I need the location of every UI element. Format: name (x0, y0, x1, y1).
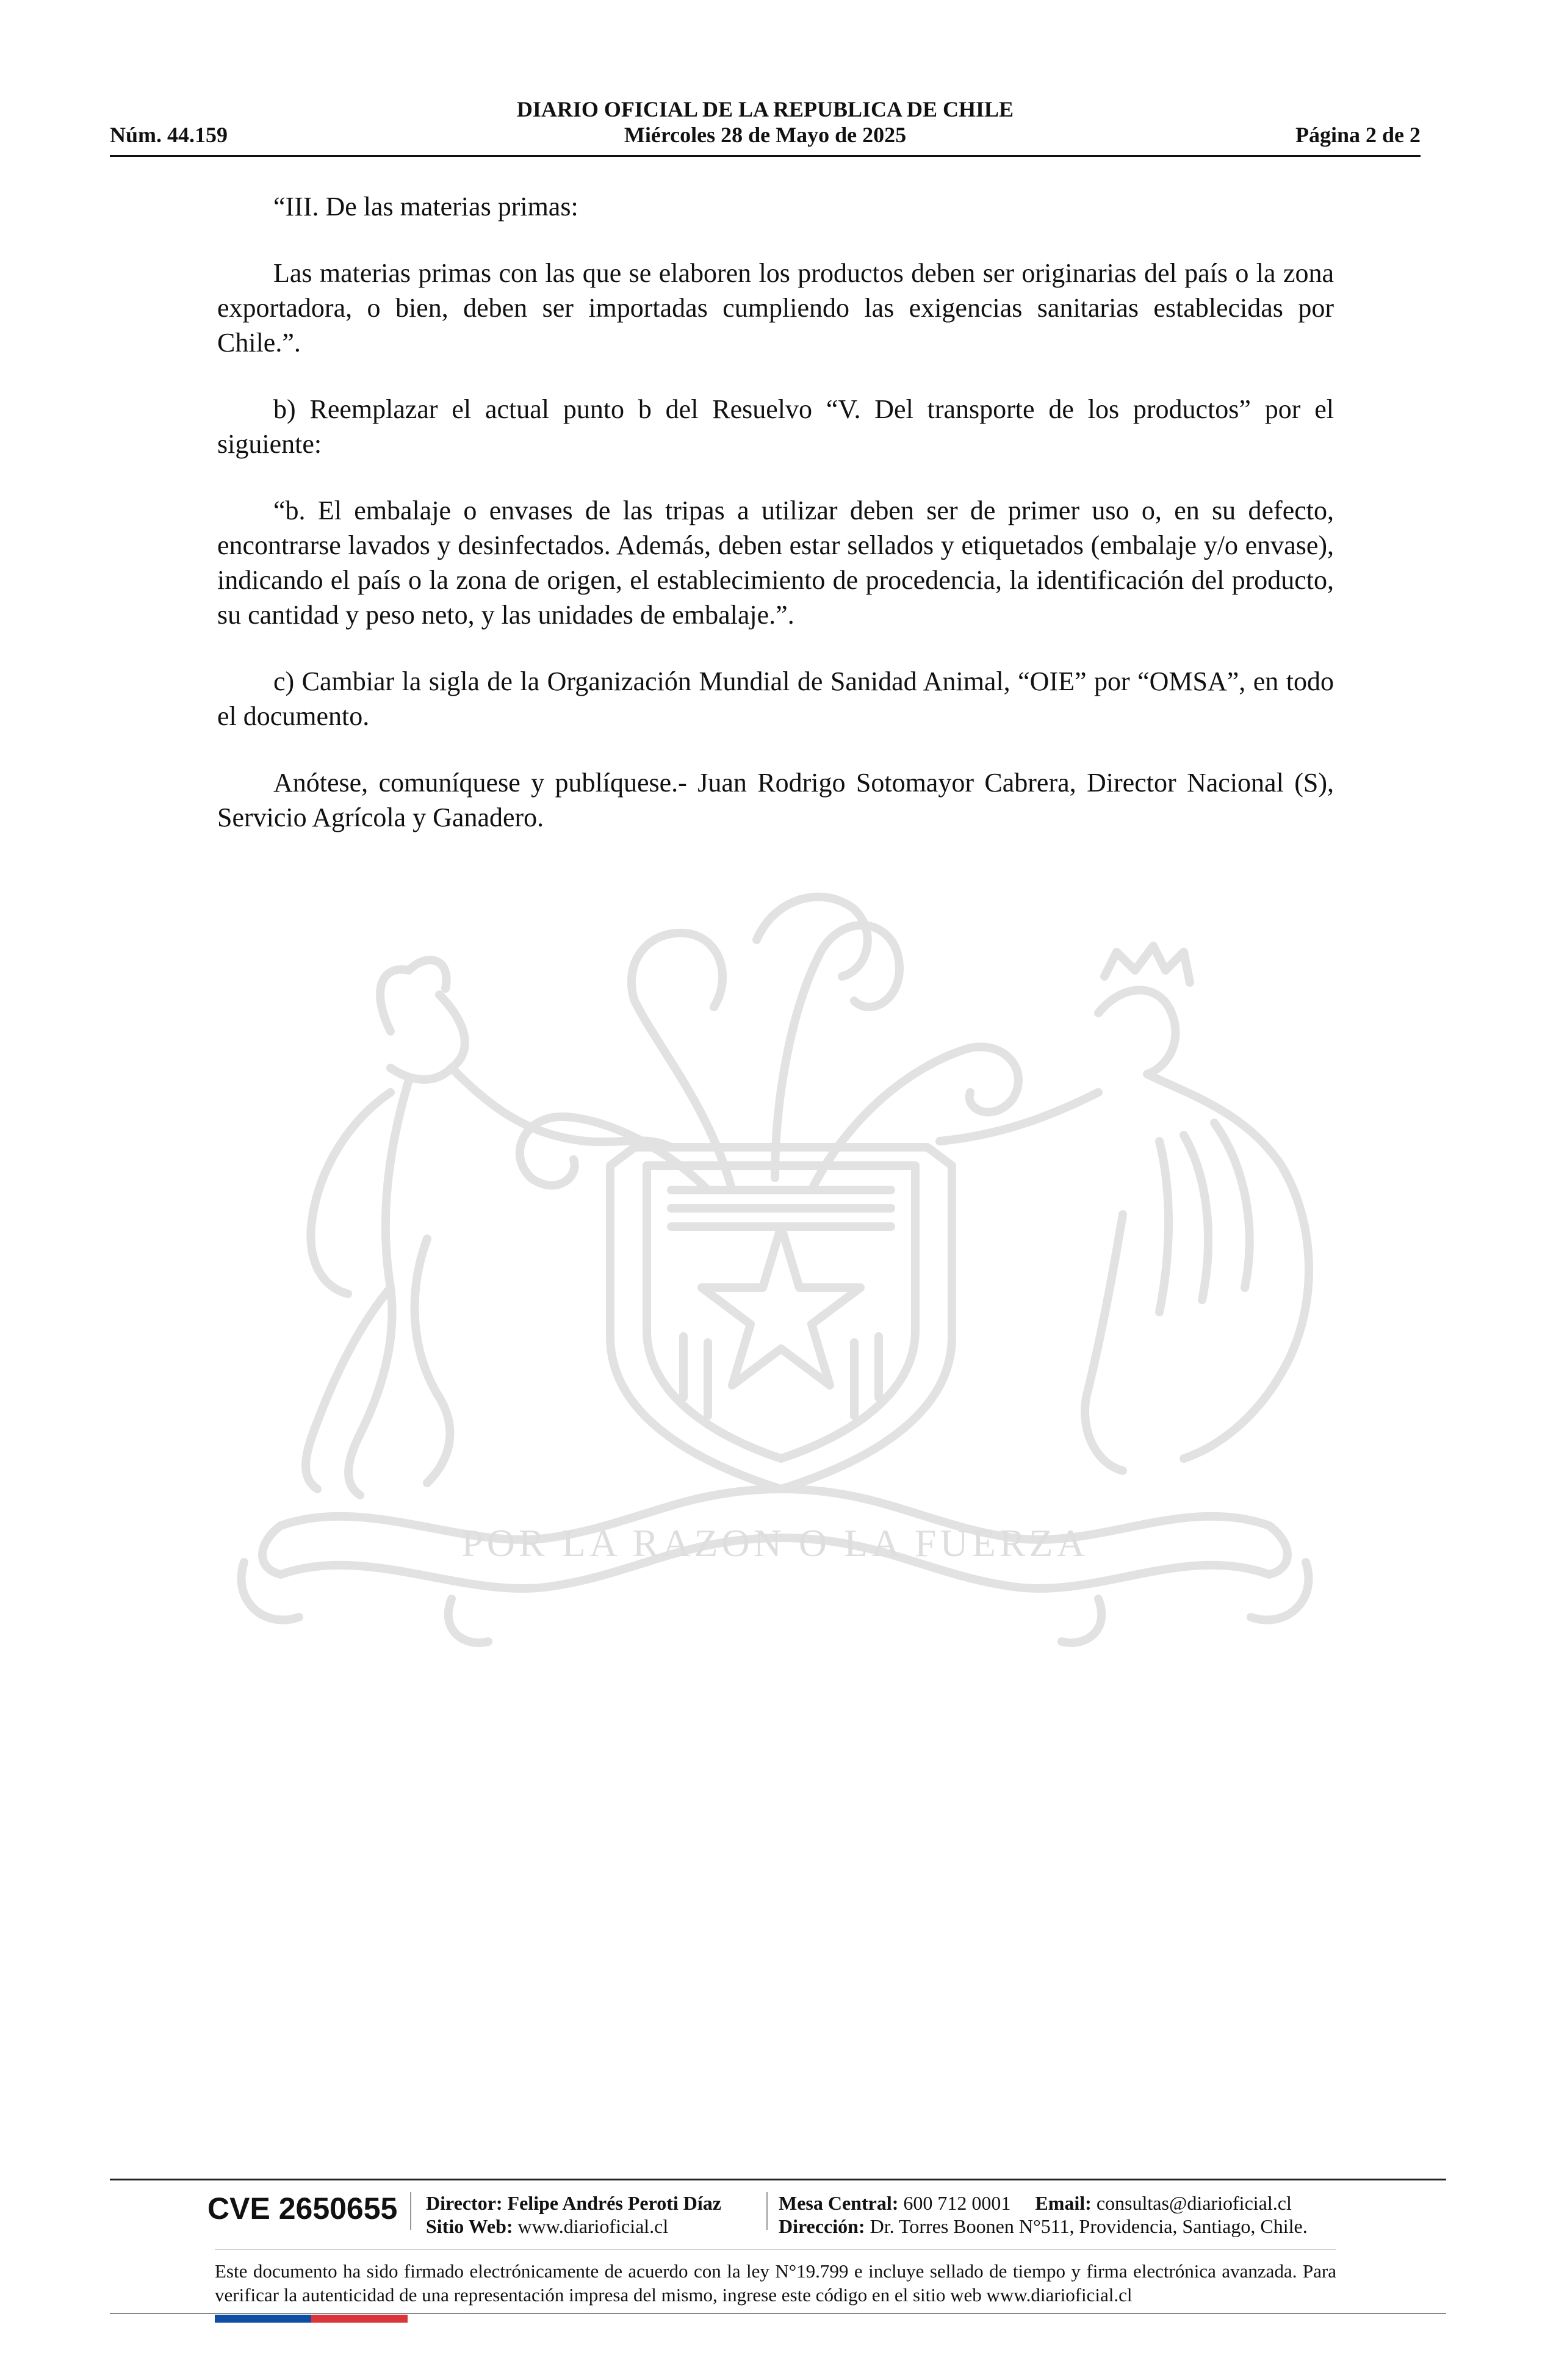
paragraph-acronym-change: c) Cambiar la sigla de la Organización Mundial de Sanidad Animal, “OIE” por “OMSA”, en todo el documento. (217, 666, 1334, 731)
cve-code: CVE 2650655 (207, 2191, 398, 2226)
footer-separator-2 (766, 2192, 768, 2230)
address-label: Dirección: (779, 2215, 865, 2237)
electronic-signature-notice: Este documento ha sido firmado electrónicamente de acuerdo con la ley N°19.799 e incluye sellado de tiempo y firma electrónica avanzada. Para verificar la autenticidad de una representación impresa del mismo, ingrese este código en el sitio web www.diarioficial.cl (215, 2260, 1336, 2306)
footer-divider-thin (215, 2249, 1336, 2250)
contact-line (779, 2192, 1292, 2215)
footer-divider-bottom (110, 2313, 1446, 2314)
paragraph-raw-materials: Las materias primas con las que se elaboren los productos deben ser originarias del país o la zona exportadora, o bien, deben ser importadas cumpliendo las exigencias sanitarias establecidas por Chile.”. (217, 258, 1334, 358)
website-link[interactable]: www.diarioficial.cl (517, 2215, 669, 2237)
address-value: Dr. Torres Boonen N°511, Providencia, Santiago, Chile. (870, 2215, 1308, 2237)
website-line (426, 2215, 668, 2238)
flag-stripe-red (311, 2315, 408, 2323)
footer-divider-top (110, 2179, 1446, 2180)
issue-number: Núm. 44.159 (110, 123, 228, 147)
website-label: Sitio Web: (426, 2215, 513, 2237)
email-label: Email: (1035, 2192, 1092, 2214)
paragraph-replace-point-b: b) Reemplazar el actual punto b del Resuelvo “V. Del transporte de los productos” por el siguiente: (217, 394, 1334, 459)
header-divider (110, 155, 1421, 157)
chile-coat-of-arms-watermark (207, 848, 1342, 1660)
phone-value: 600 712 0001 (903, 2192, 1011, 2214)
paragraph-packaging: “b. El embalaje o envases de las tripas a utilizar deben ser de primer uso o, en su defecto, encontrarse lavados y desinfectados. Además, deben estar sellados y etiquetados (embalaje y/o envase), indicando el país o la zona de origen, el establecimiento de procedencia, la identificación del producto, su cantidad y peso neto, y las unidades de embalaje.”. (217, 496, 1334, 630)
document-body (217, 189, 1334, 867)
page-header (110, 93, 1421, 160)
page-indicator: Página 2 de 2 (1295, 123, 1421, 147)
flag-stripe-blue (215, 2315, 311, 2323)
director-name: Felipe Andrés Peroti Díaz (507, 2192, 721, 2214)
director-label: Director: (426, 2192, 503, 2214)
email-link[interactable]: consultas@diarioficial.cl (1096, 2192, 1292, 2214)
paragraph-section-iii: “III. De las materias primas: (273, 192, 578, 222)
paragraph-signature: Anótese, comuníquese y publíquese.- Juan Rodrigo Sotomayor Cabrera, Director Nacional (S), Servicio Agrícola y Ganadero. (217, 768, 1334, 832)
director-line (426, 2192, 721, 2215)
phone-label: Mesa Central: (779, 2192, 899, 2214)
issue-date: Miércoles 28 de Mayo de 2025 (624, 123, 907, 147)
motto-text: POR LA RAZON O LA FUERZA (461, 1521, 1089, 1565)
address-line (779, 2215, 1308, 2238)
footer-separator-1 (410, 2192, 411, 2230)
gazette-title: DIARIO OFICIAL DE LA REPUBLICA DE CHILE (516, 97, 1014, 121)
